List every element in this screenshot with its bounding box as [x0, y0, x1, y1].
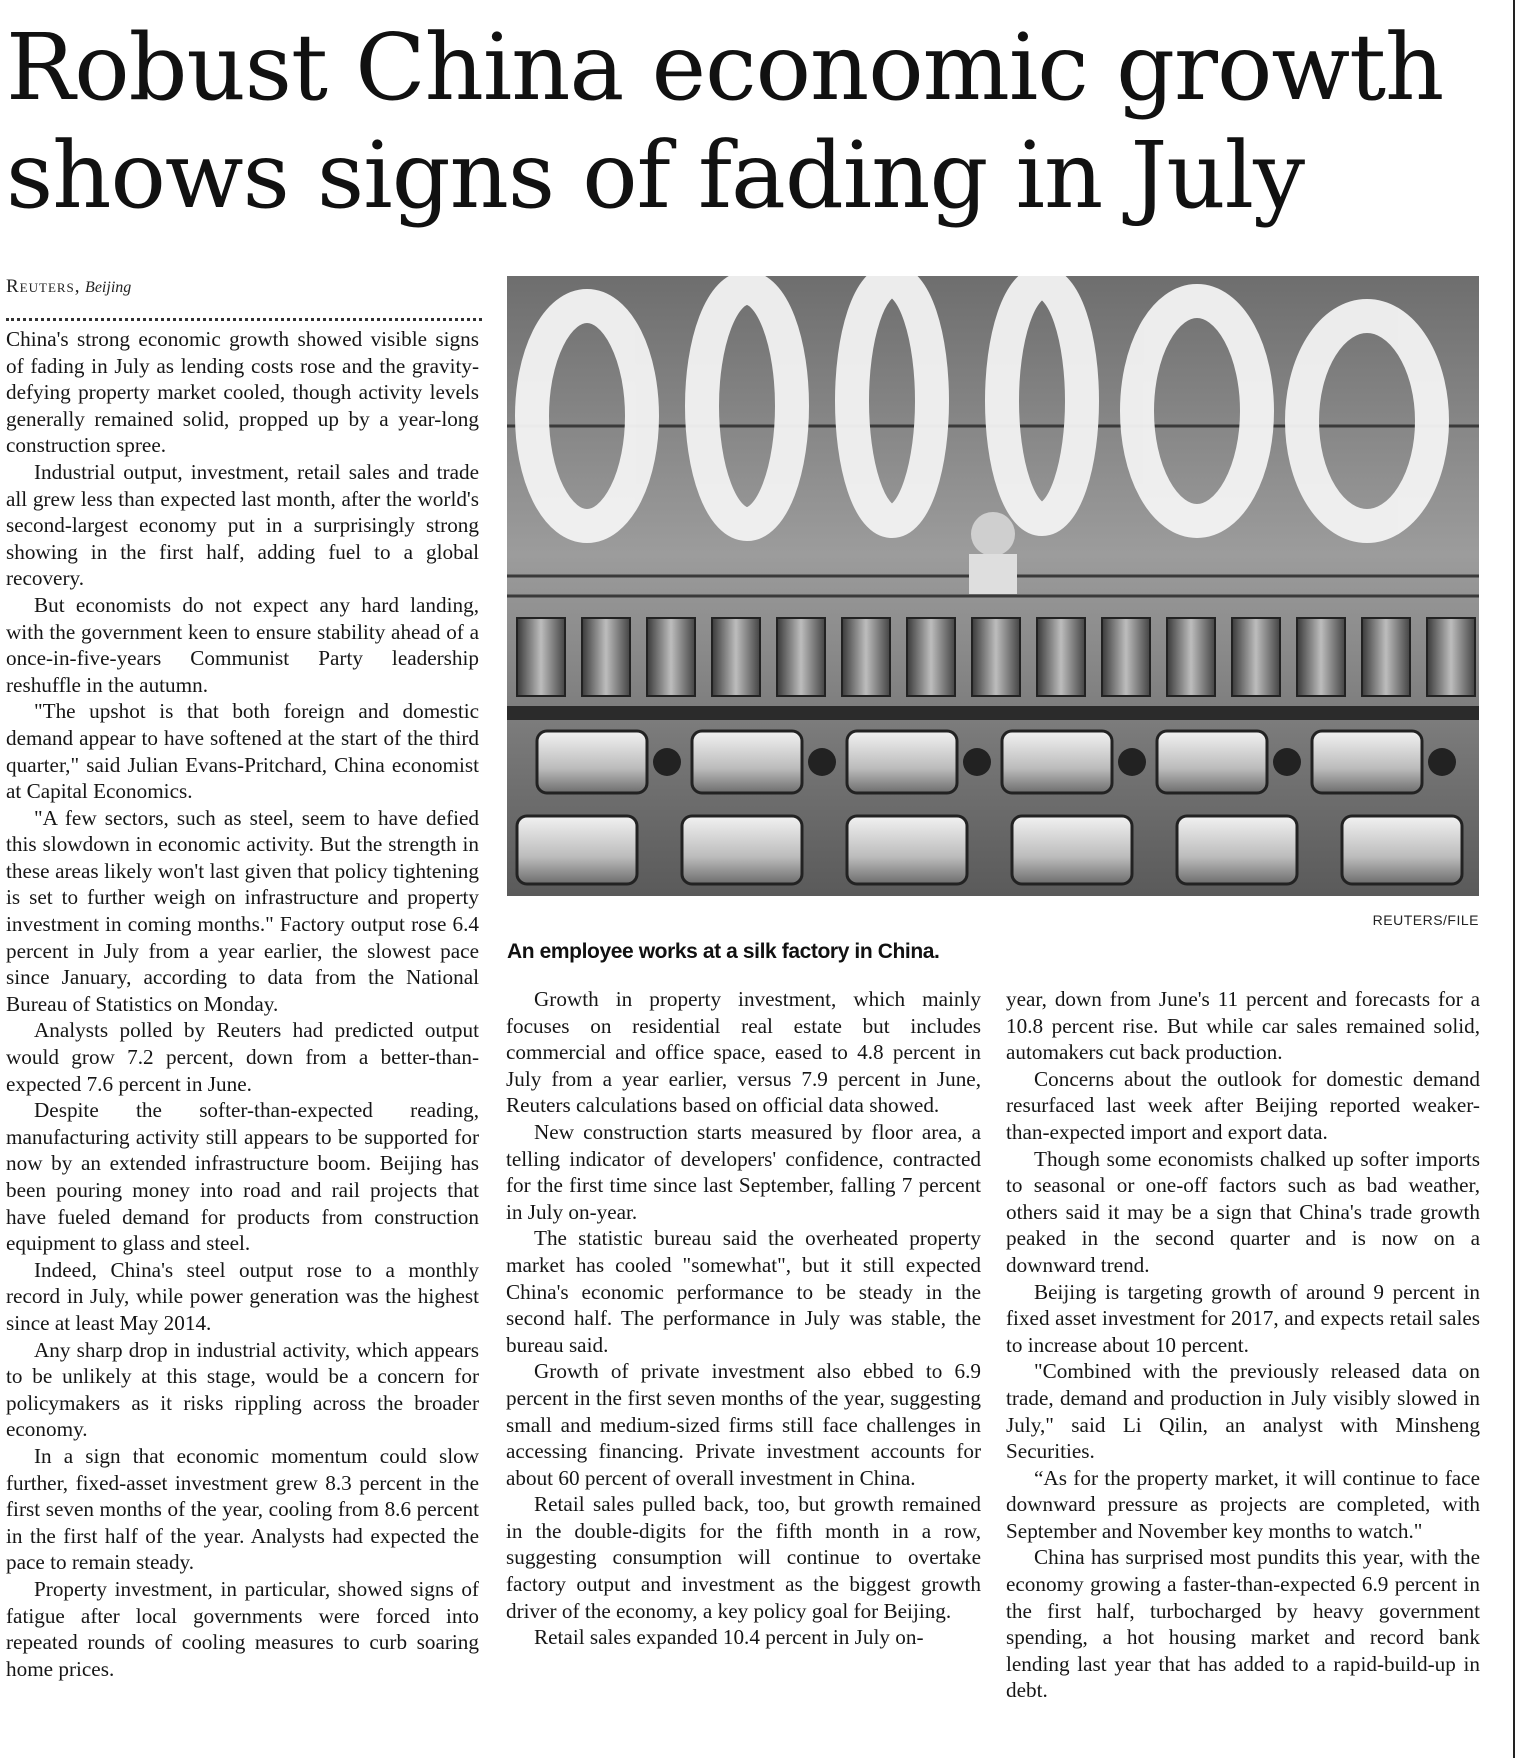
paragraph: New construction starts measured by floor area, a telling indicator of developers' confidence, contracted for the first time since last September, falling 7 percent in July on-year. [506, 1119, 981, 1224]
article-column-3 [1006, 986, 1480, 1704]
paragraph: Beijing is targeting growth of around 9 percent in fixed asset investment for 2017, and expects retail sales to increase about 10 percent. [1006, 1279, 1480, 1357]
paragraph: "A few sectors, such as steel, seem to have defied this slowdown in economic activity. But the strength in these areas likely won't last given that policy tightening is set to further weigh on infrastructure and property investment in coming months." Factory output rose 6.4 percent in July from a year earlier, the slowest pace since January, according to data from the National Bureau of Statistics on Monday. [6, 805, 479, 1016]
article-column-2 [506, 986, 981, 1651]
paragraph: The statistic bureau said the overheated property market has cooled "somewhat", but it still expected China's economic performance to be steady in the second half. The performance in July was stable, the bureau said. [506, 1226, 981, 1357]
byline-location: Beijing [85, 279, 132, 296]
paragraph: Indeed, China's steel output rose to a monthly record in July, while power generation was the highest since at least May 2014. [6, 1257, 479, 1335]
paragraph: "The upshot is that both foreign and domestic demand appear to have softened at the start of the third quarter," said Julian Evans-Pritchard, China economist at Capital Economics. [6, 699, 479, 804]
paragraph: Analysts polled by Reuters had predicted output would grow 7.2 percent, down from a better-than-expected 7.6 percent in June. [6, 1018, 479, 1096]
photo-caption: An employee works at a silk factory in China. [507, 940, 940, 963]
silk-factory-photo [507, 276, 1479, 896]
paragraph: “As for the property market, it will continue to face downward pressure as projects are completed, with September and November key months to watch." [1006, 1465, 1480, 1543]
paragraph: Industrial output, investment, retail sales and trade all grew less than expected last month, after the world's second-largest economy put in a surprisingly strong showing in the first half, adding fuel to a global recovery. [6, 459, 479, 591]
byline [6, 276, 131, 298]
paragraph: "Combined with the previously released data on trade, demand and production in July visibly slowed in July," said Li Qilin, an analyst with Minsheng Securities. [1006, 1359, 1480, 1464]
paragraph: year, down from June's 11 percent and forecasts for a 10.8 percent rise. But while car sales remained solid, automakers cut back production. [1006, 987, 1480, 1065]
paragraph: China's strong economic growth showed visible signs of fading in July as lending costs rose and the gravity-defying property market cooled, though activity levels generally remained solid, propped up by a year-long construction spree. [6, 327, 479, 458]
paragraph: Growth of private investment also ebbed to 6.9 percent in the first seven months of the year, suggesting small and medium-sized firms still face challenges in accessing financing. Private investment accounts for about 60 percent of overall investment in China. [506, 1359, 981, 1490]
paragraph: China has surprised most pundits this year, with the economy growing a faster-than-expected 6.9 percent in the first half, turbocharged by heavy government spending, a hot housing market and record bank lending last year that has added to a rapid-build-up in debt. [1006, 1545, 1480, 1703]
paragraph: Retail sales pulled back, too, but growth remained in the double-digits for the fifth month in a row, suggesting consumption will continue to overtake factory output and investment as the biggest growth driver of the economy, a key policy goal for Beijing. [506, 1492, 981, 1623]
paragraph: Any sharp drop in industrial activity, which appears to be unlikely at this stage, would be a concern for policymakers as it risks rippling across the broader economy. [6, 1337, 479, 1442]
headline-line-2: shows signs of fading in July [6, 122, 1305, 229]
paragraph: Though some economists chalked up softer imports to seasonal or one-off factors such as bad weather, others said it may be a sign that China's trade growth peaked in the second quarter and is now on a downward trend. [1006, 1146, 1480, 1277]
paragraph: Growth in property investment, which mainly focuses on residential real estate but includes commercial and office space, eased to 4.8 percent in July from a year earlier, versus 7.9 percent in June, Reuters calculations based on official data showed. [506, 987, 981, 1118]
byline-agency: Reuters, [6, 276, 81, 297]
paragraph: But economists do not expect any hard landing, with the government keen to ensure stability ahead of a once-in-five-years Communist Party leadership reshuffle in the autumn. [6, 592, 479, 697]
paragraph: In a sign that economic momentum could slow further, fixed-asset investment grew 8.3 percent in the first seven months of the year, cooling from 8.6 percent in the first half of the year. Analysts had expected the pace to remain steady. [6, 1443, 479, 1575]
paragraph: Concerns about the outlook for domestic demand resurfaced last week after Beijing reported weaker-than-expected import and export data. [1006, 1066, 1480, 1144]
headline-line-1: Robust China economic growth [6, 14, 1444, 121]
photo-credit: REUTERS/FILE [1372, 912, 1479, 928]
paragraph: Retail sales expanded 10.4 percent in July on- [534, 1625, 924, 1650]
paragraph: Property investment, in particular, showed signs of fatigue after local governments were forced into repeated rounds of cooling measures to curb soaring home prices. [6, 1576, 479, 1681]
right-column-rule [1513, 0, 1515, 1758]
byline-dotted-rule [6, 318, 482, 321]
article-headline [6, 14, 1506, 230]
paragraph: Despite the softer-than-expected reading, manufacturing activity still appears to be supported for now by an extended infrastructure boom. Beijing has been pouring money into road and rail projects that have fueled demand for products from construction equipment to glass and steel. [6, 1098, 479, 1256]
article-column-1 [6, 326, 479, 1682]
